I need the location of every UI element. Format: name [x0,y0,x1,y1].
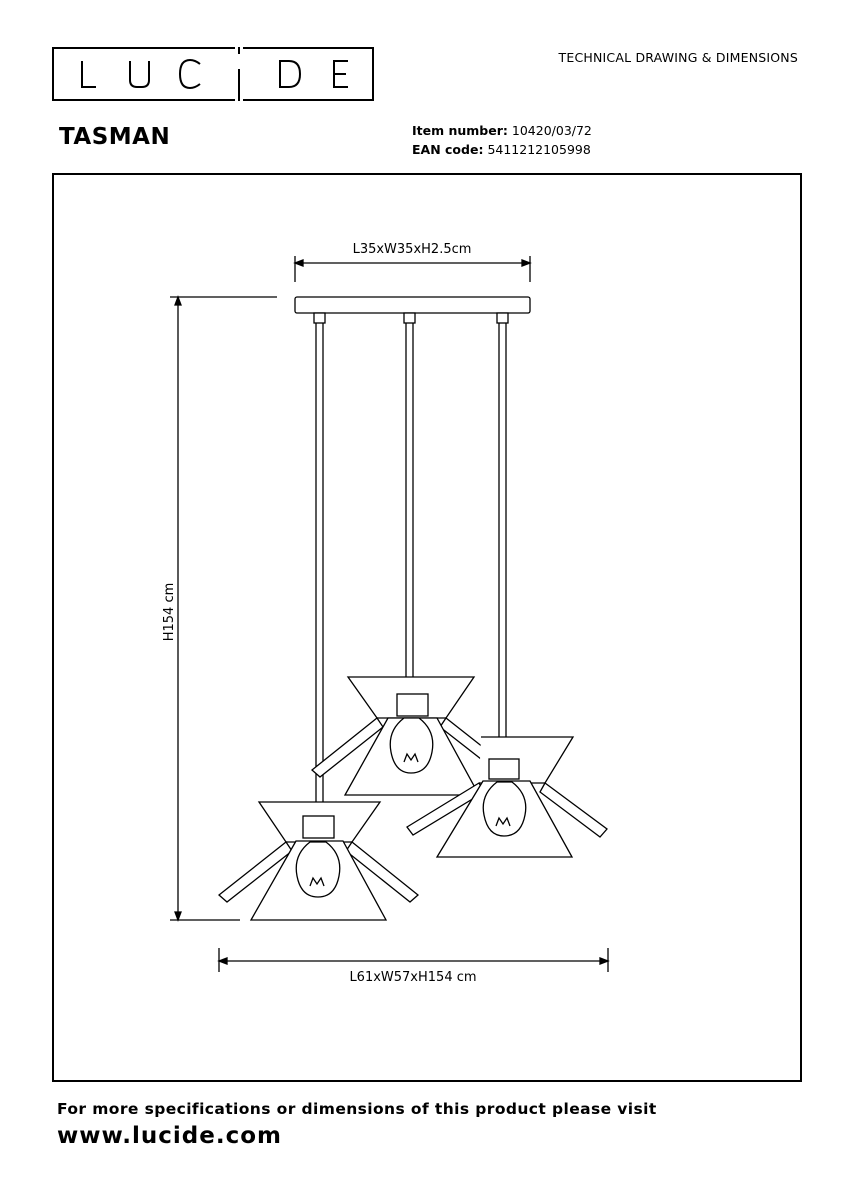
ean-label: EAN code: [412,142,484,157]
ceiling-canopy [295,297,530,313]
width-dimension-line [219,948,608,972]
website-link[interactable]: www.lucide.com [57,1123,282,1149]
item-number-value: 10420/03/72 [511,123,592,138]
height-dimension-label: H154 cm [162,582,177,642]
document-type: TECHNICAL DRAWING & DIMENSIONS [558,50,798,65]
item-number-label: Item number: [412,123,508,138]
pendant-left [219,802,418,920]
height-dimension-line [170,297,277,920]
overall-dimension-label: L61xW57xH154 cm [349,970,477,985]
canopy-dimension-line [295,256,530,282]
footer-note: For more specifications or dimensions of this product please visit [57,1100,657,1118]
product-name: TASMAN [59,124,171,150]
ean-value: 5411212105998 [487,142,591,157]
canopy-dimension-label: L35xW35xH2.5cm [352,242,472,257]
